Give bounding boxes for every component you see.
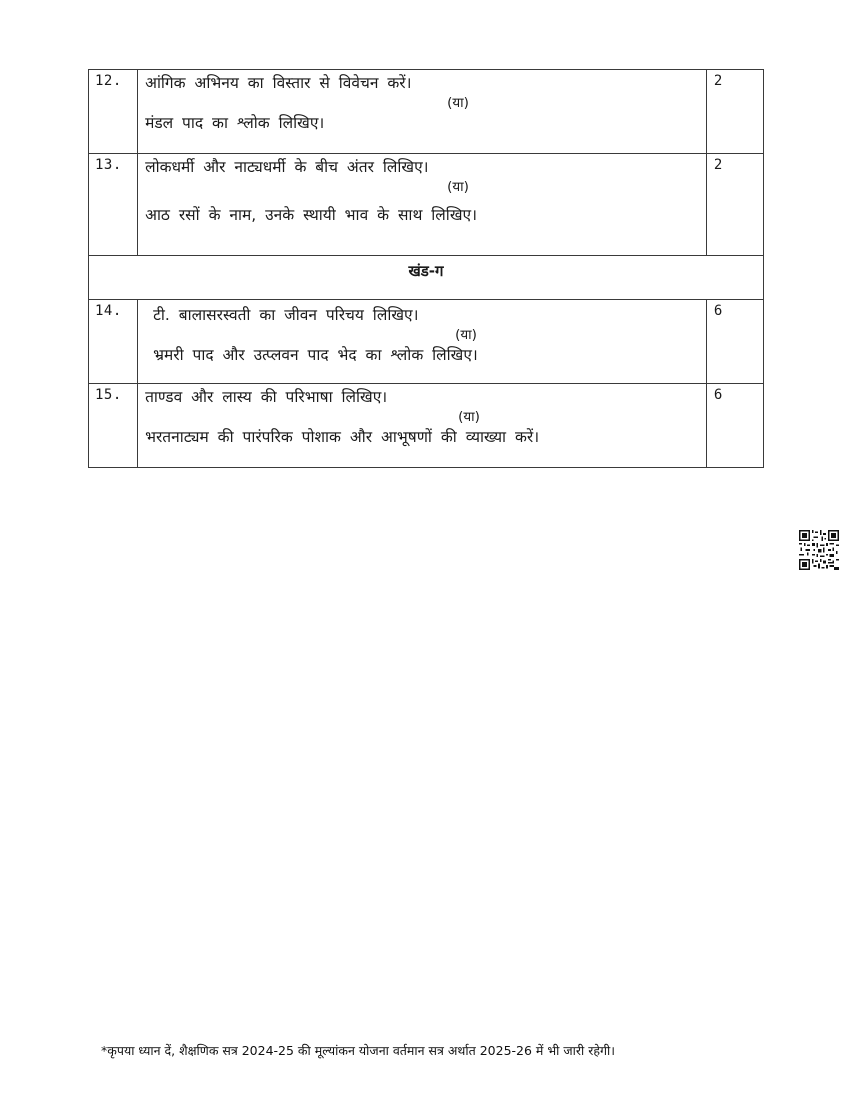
or-label: (या) <box>447 95 469 111</box>
question-row-13 <box>89 154 764 256</box>
section-heading: खंड-ग <box>89 256 764 300</box>
question-marks: 6 <box>706 300 763 384</box>
question-option-a: ताण्डव और लास्य की परिभाषा लिखिए। <box>145 388 388 406</box>
question-marks: 2 <box>706 70 763 154</box>
or-label: (या) <box>447 179 469 195</box>
question-number: 12. <box>89 70 138 154</box>
question-marks: 2 <box>706 154 763 256</box>
question-row-15 <box>89 384 764 468</box>
question-number: 13. <box>89 154 138 256</box>
qr-code-icon <box>799 530 839 570</box>
question-number: 15. <box>89 384 138 468</box>
question-option-b: भ्रमरी पाद और उत्प्लवन पाद भेद का श्लोक लिखिए। <box>153 346 478 364</box>
question-row-12 <box>89 70 764 154</box>
question-text <box>138 154 707 256</box>
or-label: (या) <box>458 409 480 425</box>
question-option-a: टी. बालासरस्वती का जीवन परिचय लिखिए। <box>153 306 419 324</box>
footer-note: *कृपया ध्यान दें, शैक्षणिक सत्र 2024-25 की मूल्यांकन योजना वर्तमान सत्र अर्थात 2025-26 में भी जारी रहेगी। <box>101 1043 615 1058</box>
question-row-14 <box>89 300 764 384</box>
question-number: 14. <box>89 300 138 384</box>
question-text <box>138 300 707 384</box>
question-option-b: आठ रसों के नाम, उनके स्थायी भाव के साथ लिखिए। <box>145 206 477 224</box>
question-option-b: मंडल पाद का श्लोक लिखिए। <box>145 114 325 132</box>
question-marks: 6 <box>706 384 763 468</box>
question-table <box>88 69 764 468</box>
question-text <box>138 70 707 154</box>
question-option-a: लोकधर्मी और नाट्यधर्मी के बीच अंतर लिखिए। <box>145 158 429 176</box>
or-label: (या) <box>455 327 477 343</box>
question-option-a: आंगिक अभिनय का विस्तार से विवेचन करें। <box>145 74 412 92</box>
section-heading-row <box>89 256 764 300</box>
question-text <box>138 384 707 468</box>
question-option-b: भरतनाट्यम की पारंपरिक पोशाक और आभूषणों की व्याख्या करें। <box>145 428 540 446</box>
